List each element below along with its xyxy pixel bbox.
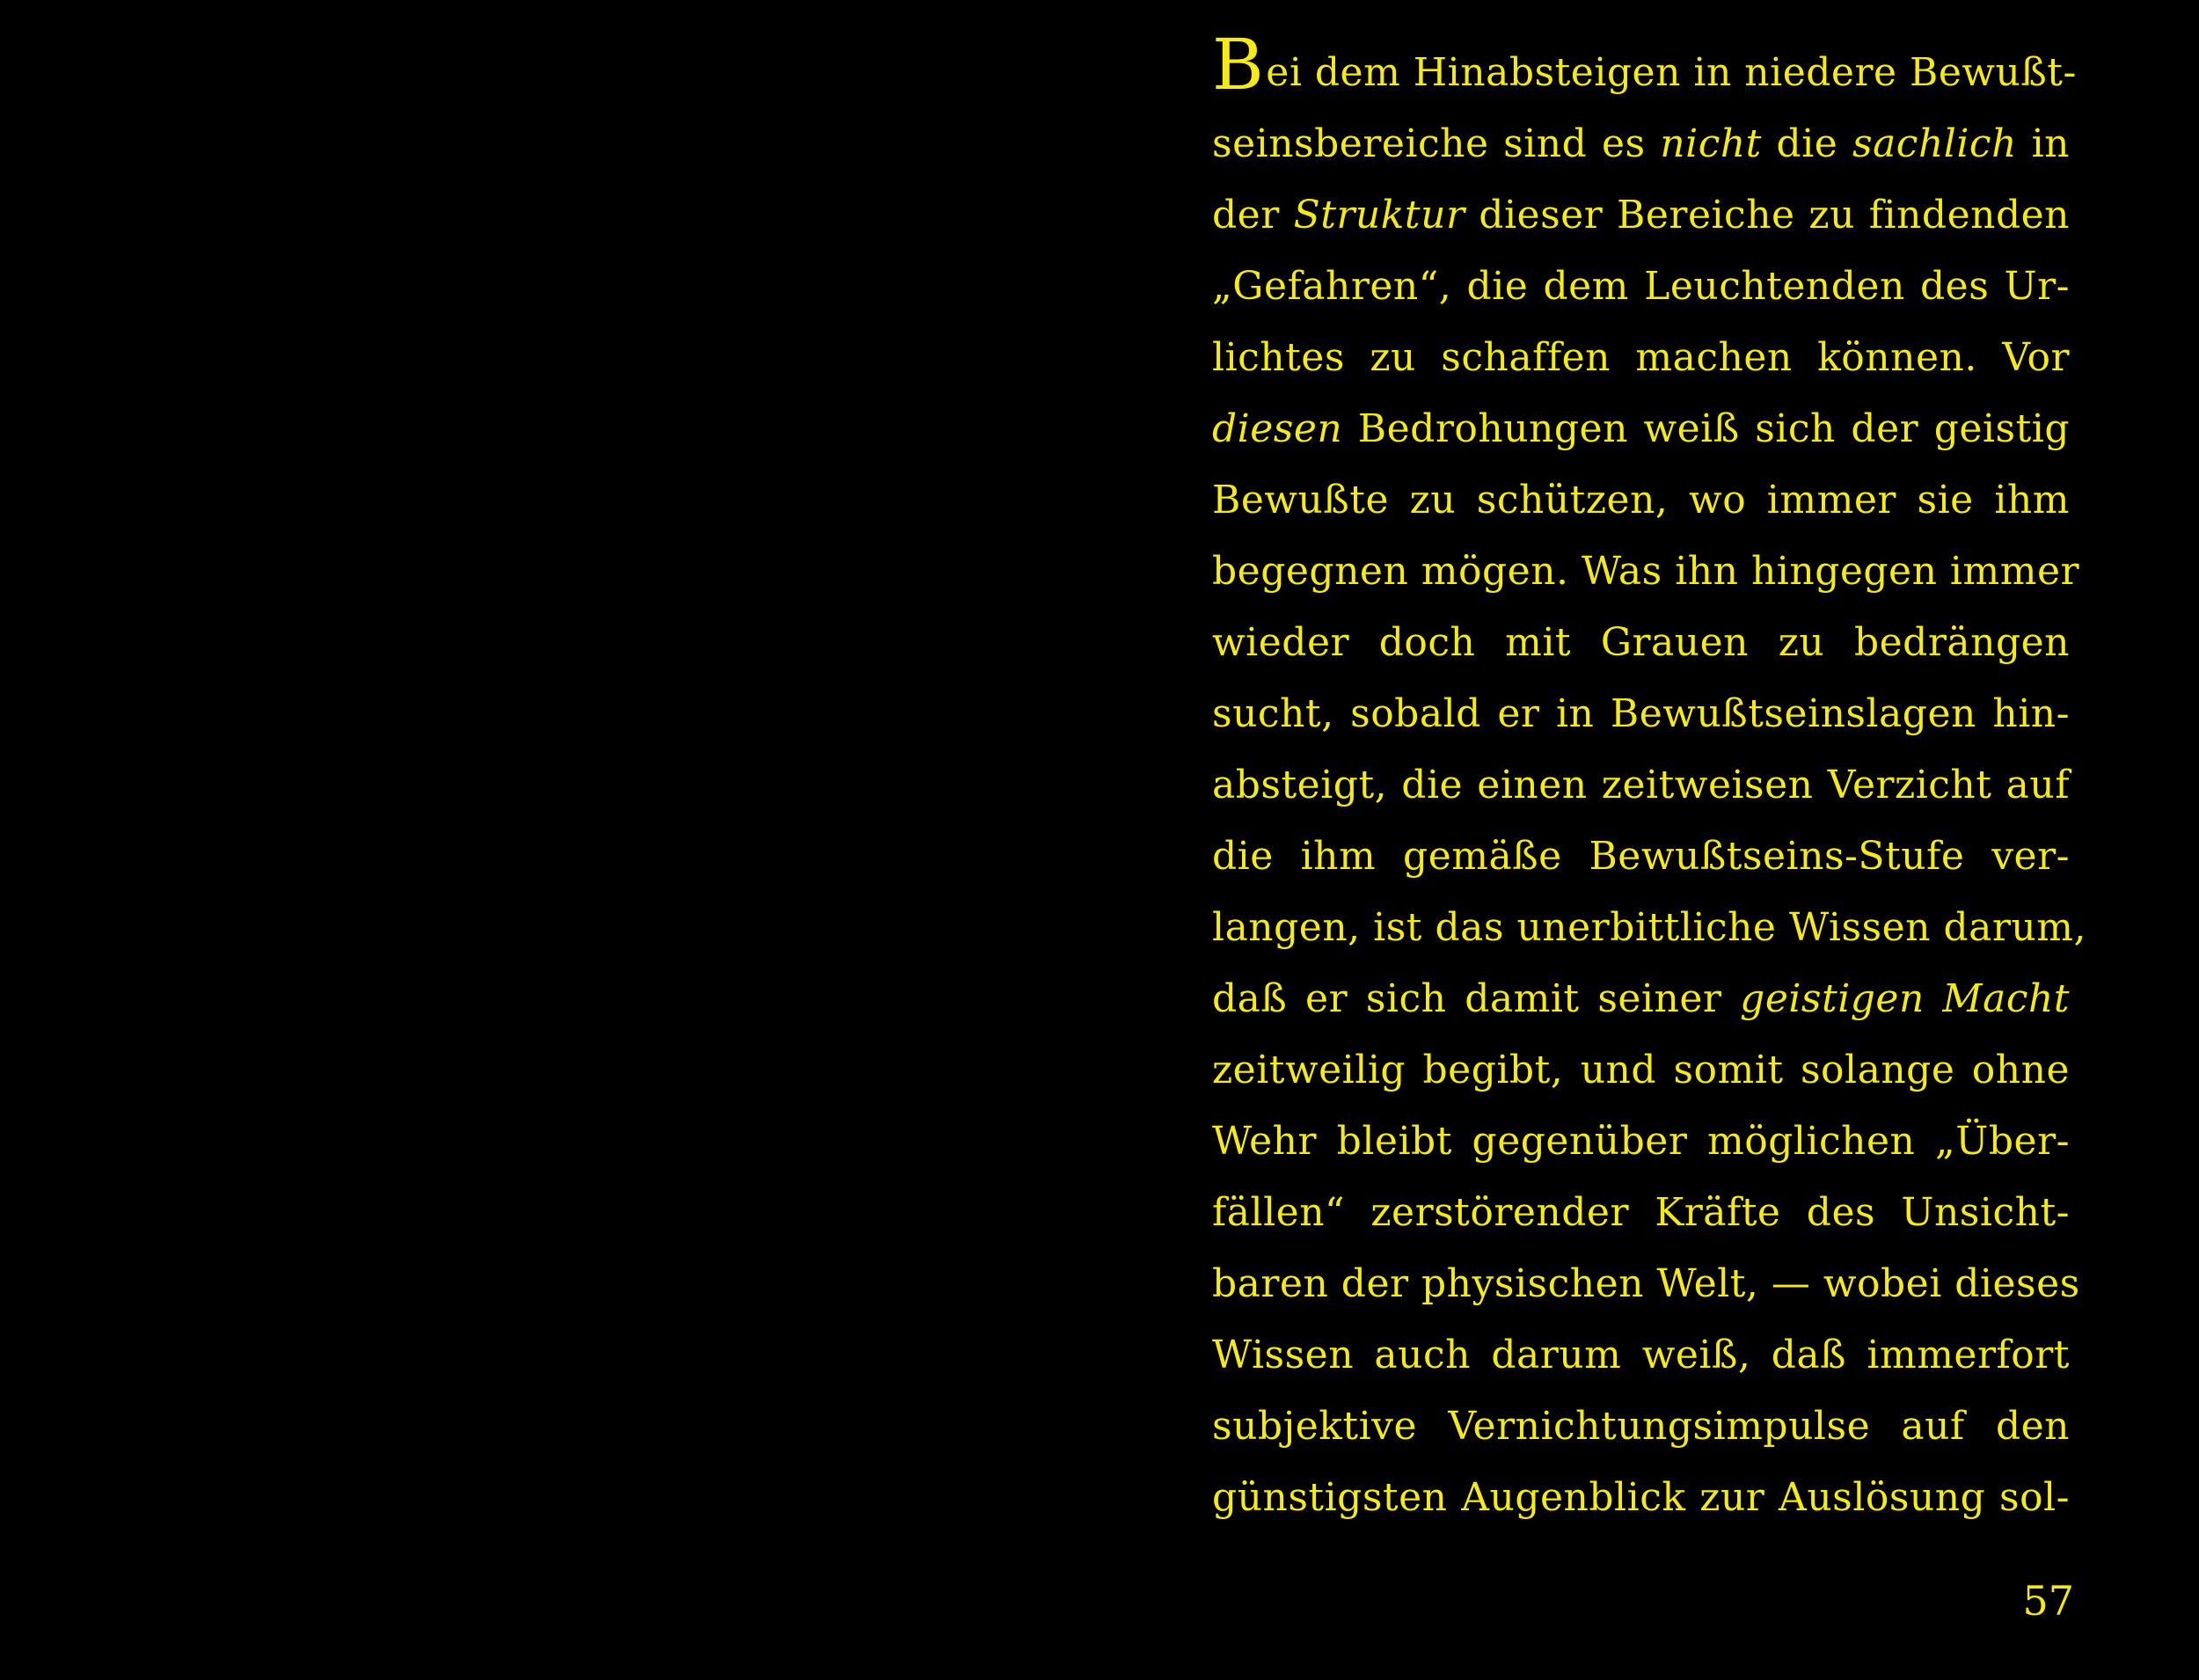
text-run: seinsbereiche sind es <box>1212 121 1661 166</box>
text-line <box>1212 1106 2070 1177</box>
text-line <box>1212 464 2070 536</box>
italic-text: geistigen Macht <box>1740 976 2070 1021</box>
text-line <box>1212 179 2070 251</box>
text-run: die ihm gemäße Bewußtseins-Stufe ver- <box>1212 834 2070 879</box>
text-line <box>1212 963 2070 1034</box>
text-line <box>1212 678 2070 749</box>
text-run: subjektive Vernichtungsimpulse auf den <box>1212 1404 2070 1449</box>
text-run: in <box>2016 121 2070 166</box>
text-line <box>1212 1177 2070 1248</box>
italic-text: sachlich <box>1852 121 2017 166</box>
text-line <box>1212 1248 2080 1319</box>
italic-text: diesen <box>1212 406 1343 451</box>
text-run: wieder doch mit Grauen zu bedrängen <box>1212 620 2070 665</box>
text-line <box>1212 1391 2070 1462</box>
italic-text: nicht <box>1660 121 1762 166</box>
text-line <box>1212 749 2070 821</box>
page-number: 57 <box>2022 1577 2074 1625</box>
text-run: Bewußte zu schützen, wo immer sie ihm <box>1212 478 2070 522</box>
text-line <box>1212 393 2070 464</box>
text-line <box>1212 536 2080 607</box>
drop-cap: B <box>1212 24 1265 106</box>
body-text <box>1212 24 2086 1533</box>
text-line <box>1212 251 2070 322</box>
text-run: sucht, sobald er in Bewußtseinslagen hin- <box>1212 691 2070 736</box>
text-run: zeitweilig begibt, und somit solange ohne <box>1212 1048 2070 1092</box>
text-run: daß er sich damit seiner <box>1212 976 1741 1021</box>
text-line <box>1212 24 2077 108</box>
text-run: baren der physischen Welt, — wobei dieses <box>1212 1261 2080 1306</box>
text-line <box>1212 1034 2070 1106</box>
text-line <box>1212 322 2070 393</box>
text-run: lichtes zu schaffen machen können. Vor <box>1212 335 2070 380</box>
text-line <box>1212 892 2086 963</box>
text-line <box>1212 821 2070 892</box>
text-run: ei dem Hinabsteigen in niedere Bewußt- <box>1266 50 2077 95</box>
text-run: der <box>1212 193 1294 237</box>
text-run: Wissen auch darum weiß, daß immerfort <box>1212 1333 2070 1377</box>
text-run: langen, ist das unerbittliche Wissen darum, <box>1212 905 2086 950</box>
text-line <box>1212 1462 2070 1533</box>
text-line <box>1212 1319 2070 1391</box>
text-run: Bedrohungen weiß sich der geistig <box>1342 406 2070 451</box>
text-run: dieser Bereiche zu findenden <box>1465 193 2070 237</box>
text-run: begegnen mögen. Was ihn hingegen immer <box>1212 549 2080 594</box>
text-run: die <box>1761 121 1852 166</box>
text-run: „Gefahren“, die dem Leuchtenden des Ur- <box>1212 264 2070 309</box>
text-run: günstigsten Augenblick zur Auslösung sol- <box>1212 1475 2070 1520</box>
text-run: Wehr bleibt gegenüber möglichen „Über- <box>1212 1119 2070 1164</box>
text-line <box>1212 607 2070 678</box>
text-line <box>1212 108 2070 179</box>
text-run: absteigt, die einen zeitweisen Verzicht auf <box>1212 763 2070 807</box>
text-run: fällen“ zerstörender Kräfte des Unsicht- <box>1212 1190 2070 1235</box>
italic-text: Struktur <box>1293 193 1465 237</box>
